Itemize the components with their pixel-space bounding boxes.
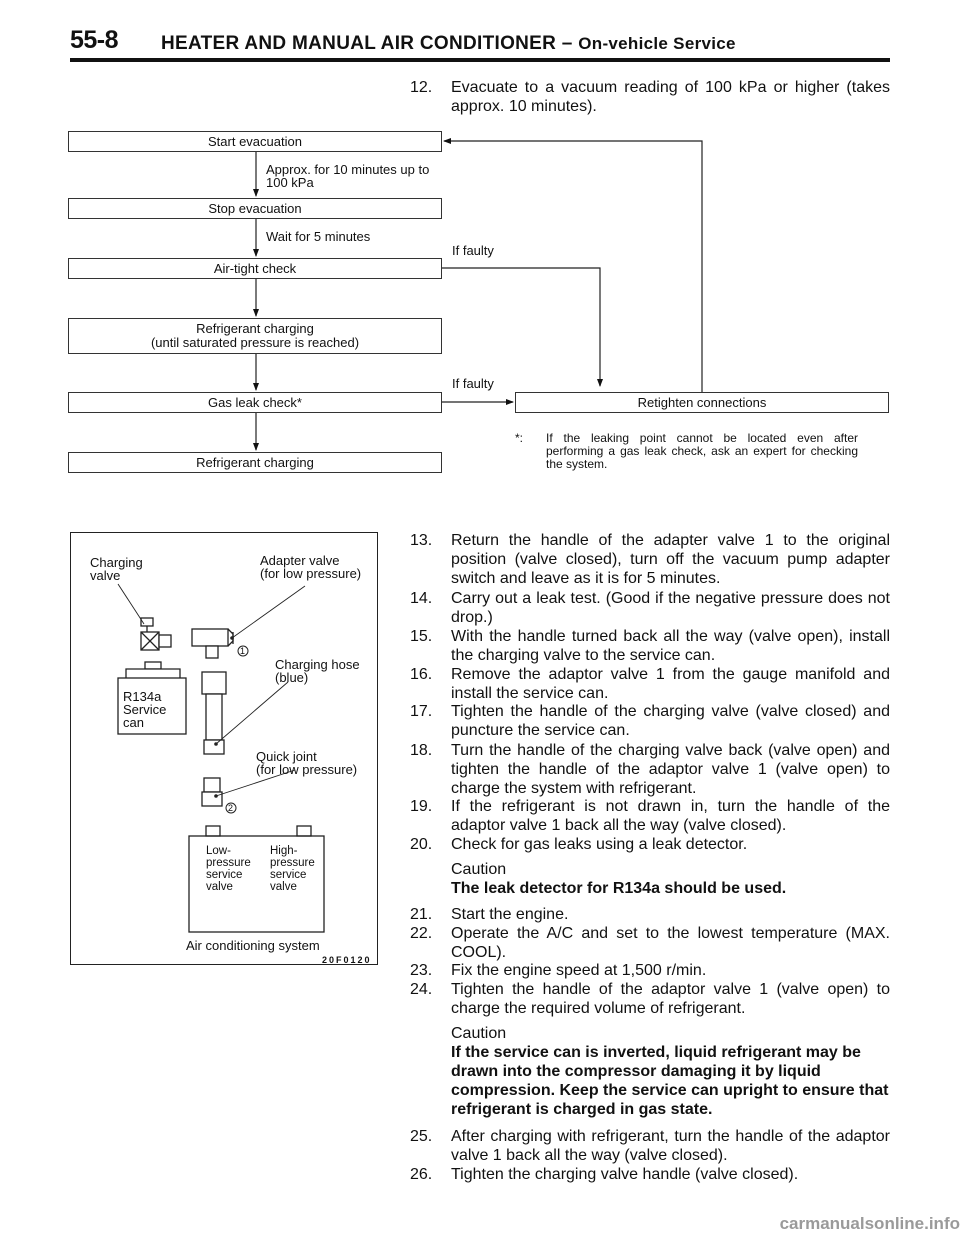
label-line: pressure — [270, 857, 315, 869]
label-line: Quick joint — [256, 749, 317, 764]
flow-label-wait: Wait for 5 minutes — [266, 229, 371, 244]
step-number: 22. — [410, 925, 433, 942]
label-line: (for low pressure) — [260, 566, 362, 581]
label-line: service — [206, 869, 243, 881]
step-23 — [410, 961, 890, 980]
label-line: valve — [270, 881, 297, 893]
page-number: 55-8 — [70, 26, 119, 54]
step-24 — [410, 980, 890, 1018]
step-number: 25. — [410, 1128, 433, 1145]
figure-code: 20F0120 — [322, 955, 372, 965]
step-text: Tighten the handle of the adaptor valve 1 (valve open) to charge the required volume of refrigerant. — [451, 981, 890, 1017]
step-text: Operate the A/C and set to the lowest temperature (MAX. COOL). — [451, 925, 890, 961]
flow-label-approx-line-1: Approx. for 10 minutes up to — [266, 162, 430, 177]
flow-footnote — [515, 432, 858, 471]
step-text: Check for gas leaks using a leak detector. — [451, 836, 748, 853]
label-line: Service — [123, 702, 167, 717]
step-number: 19. — [410, 798, 433, 815]
flow-box-start-evacuation: Start evacuation — [68, 131, 442, 152]
caution-service-can — [451, 1024, 889, 1119]
adapter-valve-drawing — [192, 629, 233, 658]
caution-title: Caution — [451, 1025, 507, 1042]
label-line: service — [270, 869, 307, 881]
step-text: Carry out a leak test. (Good if the negative pressure does not drop.) — [451, 590, 890, 626]
step-number: 12. — [410, 79, 433, 96]
step-18 — [410, 741, 890, 798]
step-number: 26. — [410, 1166, 433, 1183]
step-number: 24. — [410, 981, 433, 998]
label-ac-system: Air conditioning system — [186, 938, 320, 953]
flow-box-air-tight-check: Air-tight check — [68, 258, 442, 279]
section-subtitle: On-vehicle Service — [578, 34, 736, 53]
flow-label-approx-line-2: 100 kPa — [266, 175, 314, 190]
caution-title: Caution — [451, 861, 507, 878]
step-13 — [410, 531, 890, 588]
flow-label-if-faulty: If faulty — [452, 376, 494, 391]
step-number: 16. — [410, 666, 433, 683]
step-text: Return the handle of the adapter valve 1 to the original position (valve closed), turn off the vacuum pump adapter switch and leave as it is for 5 minutes. — [451, 532, 890, 587]
step-14 — [410, 589, 890, 627]
label-adapter-valve — [260, 554, 361, 580]
step-number: 20. — [410, 836, 433, 853]
watermark: carmanualsonline.info — [779, 1214, 960, 1233]
label-service-can — [123, 690, 166, 729]
label-line: Adapter valve — [260, 553, 340, 568]
footnote-text: If the leaking point cannot be located even after performing a gas leak check, ask an expert for checking the system. — [546, 431, 858, 471]
charging-diagram — [70, 532, 378, 965]
flow-box-line-1: Refrigerant charging — [196, 321, 314, 336]
label-charging-valve — [90, 556, 143, 582]
flow-box-refrigerant-charging-saturated — [68, 318, 442, 354]
label-quick-joint — [256, 750, 357, 776]
retry-loop-path — [444, 141, 702, 392]
step-16 — [410, 665, 890, 703]
callout-2: 2 — [228, 803, 234, 813]
label-line: Low- — [206, 845, 231, 857]
step-text: Evacuate to a vacuum reading of 100 kPa or higher (takes approx. 10 minutes). — [451, 79, 890, 115]
flow-box-line-2: (until saturated pressure is reached) — [150, 335, 360, 350]
title-dash: – — [561, 33, 573, 54]
step-text: Tighten the charging valve handle (valve closed). — [451, 1166, 799, 1183]
step-text: After charging with refrigerant, turn the handle of the adaptor valve 1 back all the way (valve closed). — [451, 1128, 890, 1164]
charging-hose-drawing — [202, 672, 226, 754]
faulty-airtight-path — [442, 268, 600, 386]
step-26 — [410, 1165, 890, 1184]
section-title: HEATER AND MANUAL AIR CONDITIONER — [161, 33, 557, 54]
step-19 — [410, 797, 890, 835]
step-text: Fix the engine speed at 1,500 r/min. — [451, 962, 707, 979]
label-line: valve — [90, 568, 121, 583]
label-charging-hose — [275, 658, 360, 684]
label-line: can — [123, 715, 144, 730]
step-number: 23. — [410, 962, 433, 979]
step-21 — [410, 905, 890, 924]
footnote-marker: *: — [515, 431, 524, 445]
label-line: valve — [206, 881, 233, 893]
step-17 — [410, 702, 890, 740]
label-line: R134a — [123, 689, 162, 704]
label-line: High- — [270, 845, 298, 857]
flow-box-refrigerant-charging: Refrigerant charging — [68, 452, 442, 473]
step-text: Tighten the handle of the charging valve (valve closed) and puncture the service can. — [451, 703, 890, 739]
caution-leak-detector — [451, 860, 889, 898]
flow-box-stop-evacuation: Stop evacuation — [68, 198, 442, 219]
leader-charging-hose — [216, 682, 288, 744]
label-line: Charging hose — [275, 657, 360, 672]
flow-box-retighten-connections: Retighten connections — [515, 392, 889, 413]
step-text: Remove the adaptor valve 1 from the gauge manifold and install the service can. — [451, 666, 890, 702]
step-text: Turn the handle of the charging valve back (valve open) and tighten the handle of the adaptor valve 1 (valve open) to charge the system with refrigerant. — [451, 742, 890, 797]
leader-adapter-valve — [232, 586, 305, 638]
flow-label-if-faulty: If faulty — [452, 243, 494, 258]
charging-valve-drawing — [141, 618, 171, 650]
label-line: (for low pressure) — [256, 762, 358, 777]
label-high-pressure-valve — [270, 845, 315, 893]
label-line: pressure — [206, 857, 251, 869]
step-20 — [410, 835, 890, 854]
caution-text: The leak detector for R134a should be used. — [451, 880, 787, 897]
caution-text: If the service can is inverted, liquid refrigerant may be drawn into the compressor damaging it by liquid compression. Keep the service can upright to ensure that refrigerant is charged in gas state. — [451, 1044, 889, 1118]
step-text: If the refrigerant is not drawn in, turn the handle of the adaptor valve 1 back all the way (valve closed). — [451, 798, 890, 834]
step-number: 15. — [410, 628, 433, 645]
step-number: 18. — [410, 742, 433, 759]
step-text: With the handle turned back all the way (valve open), install the charging valve to the service can. — [451, 628, 890, 664]
step-15 — [410, 627, 890, 665]
step-22 — [410, 924, 890, 962]
quick-joint-drawing — [202, 778, 222, 806]
step-25 — [410, 1127, 890, 1165]
leader-charging-valve — [118, 584, 144, 624]
label-line: (blue) — [275, 670, 309, 685]
step-text: Start the engine. — [451, 906, 569, 923]
label-line: Charging — [90, 555, 143, 570]
callout-1: 1 — [240, 646, 246, 656]
step-number: 13. — [410, 532, 433, 549]
step-number: 21. — [410, 906, 433, 923]
step-number: 14. — [410, 590, 433, 607]
label-low-pressure-valve — [206, 845, 251, 893]
flow-box-gas-leak-check: Gas leak check* — [68, 392, 442, 413]
flow-label-approx — [266, 163, 429, 189]
step-number: 17. — [410, 703, 433, 720]
